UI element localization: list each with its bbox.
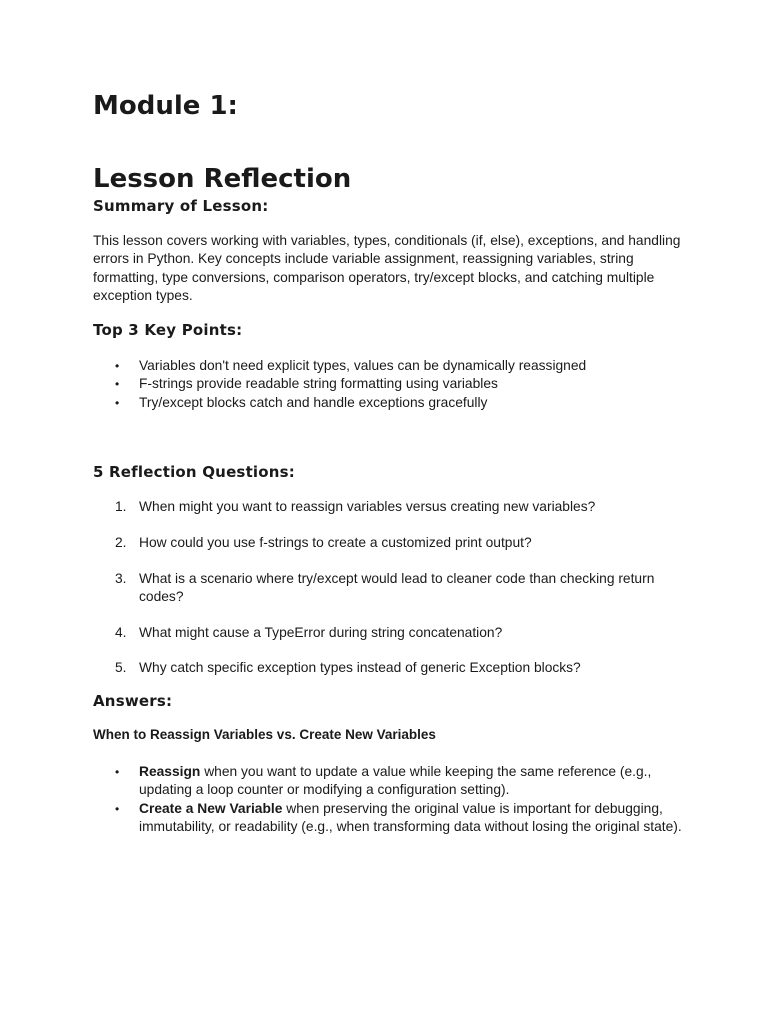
key-point-text: Try/except blocks catch and handle exceptions gracefully (139, 394, 488, 410)
question-text: What might cause a TypeError during string concatenation? (139, 624, 503, 640)
key-point-text: Variables don't need explicit types, values can be dynamically reassigned (139, 358, 587, 373)
bullet-icon: • (115, 801, 120, 816)
bullet-icon: • (115, 765, 120, 779)
answer-text: when you want to update a value while keeping the same reference (e.g., updating a loop counter or modifying a configuration setting). (139, 764, 652, 798)
answer-text: when preserving the original value is important for debugging, immutability, or readability (e.g., when transforming data without losing the original state). (139, 800, 682, 834)
list-item (93, 357, 683, 375)
answers-list (93, 763, 683, 836)
list-item (93, 570, 683, 607)
question-text: How could you use f-strings to create a customized print output? (139, 534, 532, 550)
summary-text: This lesson covers working with variables, types, conditionals (if, else), exceptions, and handling errors in Python. Key concepts include variable assignment, reassigning variables, string formatting, type conversions, comparison operators, try/except blocks, and catching multiple exception types. (93, 233, 681, 303)
bullet-icon: • (115, 377, 120, 392)
list-item (93, 534, 683, 552)
bullet-icon: • (115, 395, 120, 410)
list-item (93, 498, 683, 516)
list-item (93, 800, 683, 837)
list-item (93, 763, 683, 800)
question-text: Why catch specific exception types instead of generic Exception blocks? (139, 660, 581, 676)
list-item (93, 659, 683, 677)
list-item (93, 375, 683, 393)
key-points-list (93, 357, 683, 412)
list-item (93, 394, 683, 412)
answer-term: Create a New Variable (139, 800, 283, 816)
question-number: 5. (115, 660, 127, 676)
questions-heading: 5 Reflection Questions: (93, 463, 295, 481)
answer-term: Reassign (139, 764, 201, 779)
answer-sub-heading: When to Reassign Variables vs. Create New Variables (93, 727, 436, 742)
question-number: 1. (115, 499, 127, 514)
bullet-icon: • (115, 359, 120, 373)
question-text: What is a scenario where try/except would lead to cleaner code than checking return codes? (139, 570, 655, 604)
lesson-title: Lesson Reflection (93, 164, 352, 194)
list-item (93, 624, 683, 642)
key-point-text: F-strings provide readable string formatting using variables (139, 376, 498, 392)
question-number: 3. (115, 570, 127, 586)
answers-heading: Answers: (93, 692, 173, 710)
question-number: 2. (115, 534, 127, 550)
summary-heading: Summary of Lesson: (93, 197, 269, 215)
questions-list (93, 498, 683, 695)
key-points-heading: Top 3 Key Points: (93, 321, 243, 339)
question-text: When might you want to reassign variables versus creating new variables? (139, 499, 596, 514)
question-number: 4. (115, 624, 127, 640)
module-title: Module 1: (93, 91, 238, 121)
